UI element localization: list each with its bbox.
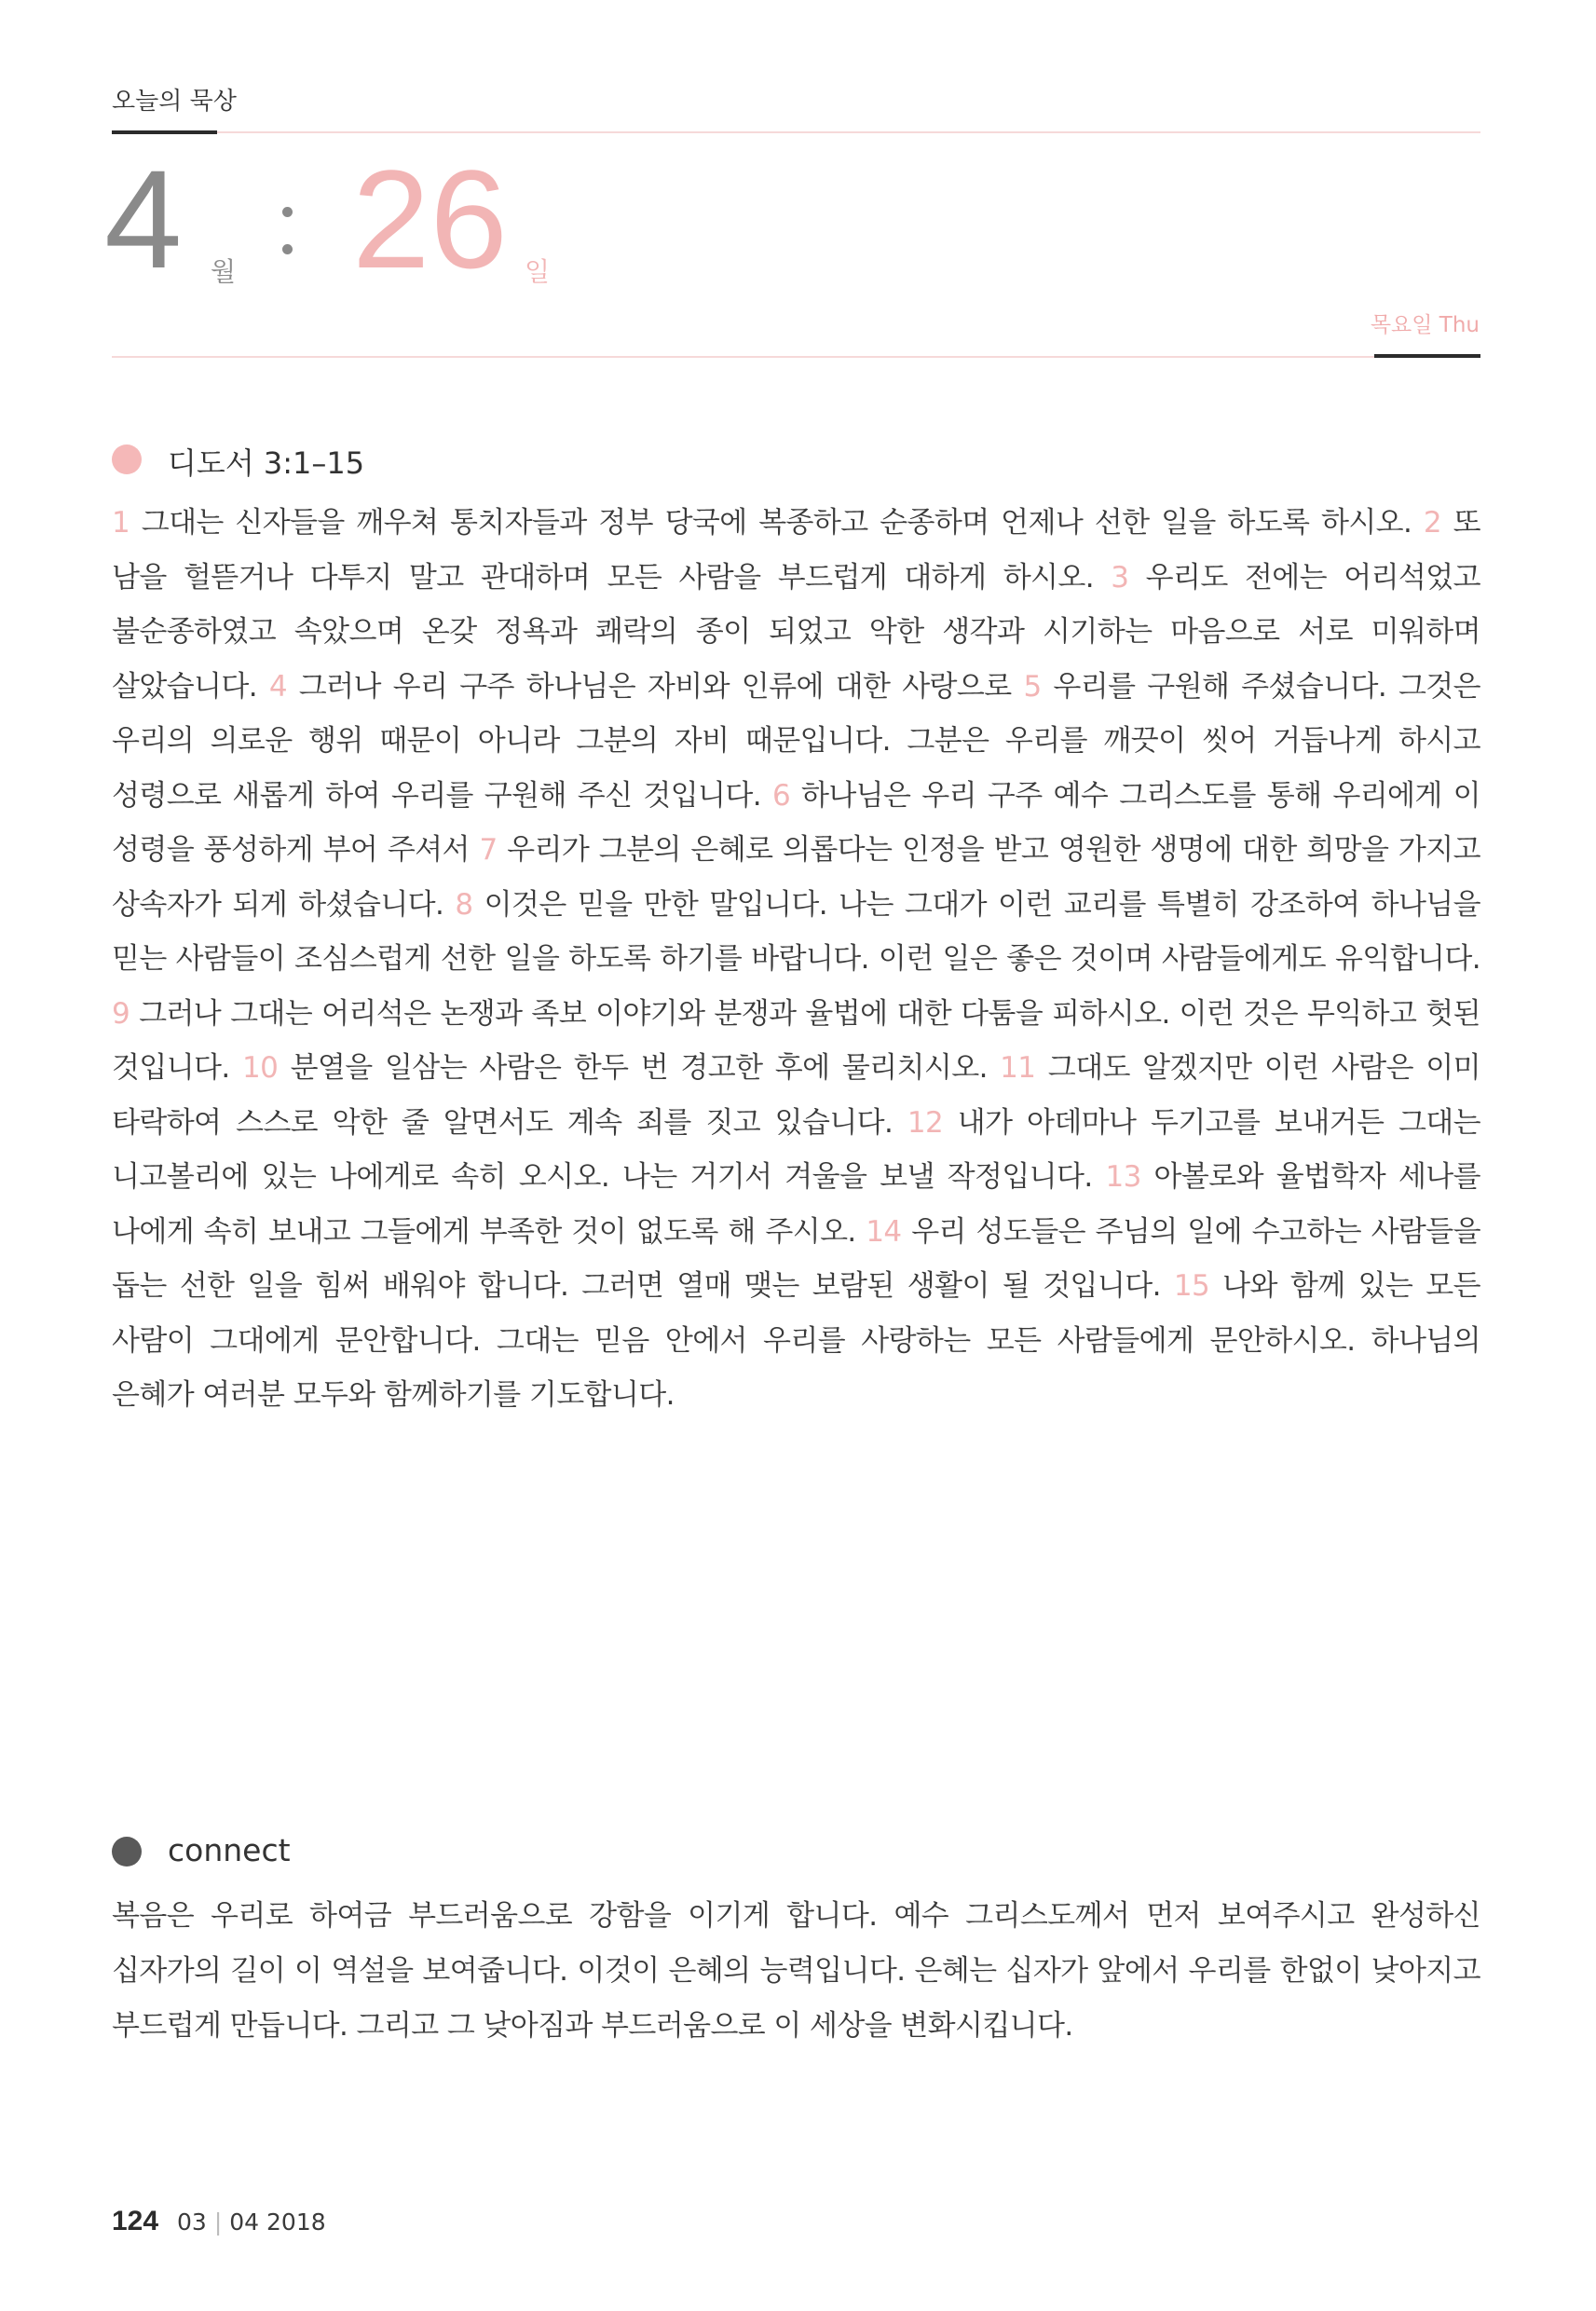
page-number: 124 [112, 2206, 159, 2236]
colon-dot-bottom [282, 244, 293, 254]
verse-text: 우리를 구원해 주셨습니다. 그것은 우리의 의로운 행위 때문이 아니라 그분의 자비 때문입니다. 그분은 우리를 깨끗이 씻어 거듭나게 하시고 성령으로 새롭게 하여 우리를 구원해 주신 것입니다. [112, 669, 1481, 813]
verse-text: 아볼로와 율법학자 세나를 나에게 속히 보내고 그들에게 부족한 것이 없도록 해 주시오. [112, 1160, 1480, 1249]
verse-text: 나와 함께 있는 모든 사람이 그대에게 문안합니다. 그대는 믿음 안에서 우리를 사랑하는 모든 사람들에게 문안하시오. 하나님의 은혜가 여러분 모두와 함께하기를 기도합니다. [112, 1269, 1480, 1412]
colon-dot-top [282, 207, 293, 217]
verse-number: 8 [455, 887, 473, 922]
issue-months: 03 [177, 2208, 207, 2236]
day-number: 26 [352, 141, 508, 297]
verse-number: 10 [241, 1051, 279, 1085]
verse-number: 2 [1423, 506, 1441, 540]
verse-text: 우리 성도들은 주님의 일에 수고하는 사람들을 돕는 선한 일을 힘써 배워야 합니다. 그러면 열매 맺는 보람된 생활이 될 것입니다. [112, 1214, 1480, 1303]
header-divider [217, 131, 1480, 133]
issue-separator: | [213, 2208, 223, 2236]
verse-number: 15 [1173, 1269, 1210, 1303]
month-number: 4 [104, 141, 183, 297]
verse-number: 6 [771, 778, 791, 813]
issue-month-end: 04 2018 [229, 2208, 326, 2236]
scripture-reference: 디도서 3:1–15 [168, 445, 365, 481]
connect-body: 복음은 우리로 하여금 부드러움으로 강함을 이기게 합니다. 예수 그리스도께서 먼저 보여주시고 완성하신 십자가의 길이 이 역설을 보여줍니다. 이것이 은혜의 능력입니다. 은혜는 십자가 앞에서 우리를 한없이 낮아지고 부드럽게 만듭니다. 그리고 그 낮아짐과 부드러움으로 이 세상을 변화시킵니다. [112, 1899, 1480, 2043]
verse-text: 그대도 알겠지만 이런 사람은 이미 타락하여 스스로 악한 줄 알면서도 계속 죄를 짓고 있습니다. [112, 1051, 1480, 1140]
verse-number: 14 [866, 1214, 902, 1249]
date-divider [112, 356, 1374, 358]
verse-text: 우리가 그분의 은혜로 의롭다는 인정을 받고 영원한 생명에 대한 희망을 가지고 상속자가 되게 하셨습니다. [112, 833, 1480, 922]
scripture-passage [112, 496, 1480, 1423]
verse-text: 분열을 일삼는 사람은 한두 번 경고한 후에 물리치시오. [290, 1051, 988, 1085]
verse-text: 내가 아데마나 두기고를 보내거든 그대는 니고볼리에 있는 나에게로 속히 오시오. 나는 거기서 겨울을 보낼 작정입니다. [112, 1105, 1480, 1194]
verse-text: 그러나 그대는 어리석은 논쟁과 족보 이야기와 분쟁과 율법에 대한 다툼을 피하시오. 이런 것은 무익하고 헛된 것입니다. [112, 996, 1480, 1085]
weekday-accent-line [1374, 354, 1480, 358]
verse-number: 9 [112, 996, 130, 1031]
verse-number: 7 [479, 833, 498, 867]
verse-number: 5 [1023, 669, 1042, 704]
verse-number: 4 [268, 669, 287, 704]
verse-text: 우리도 전에는 어리석었고 불순종하였고 속았으며 온갖 정욕과 쾌락의 종이 되었고 악한 생각과 시기하는 마음으로 서로 미워하며 살았습니다. [112, 560, 1480, 704]
verse-number: 13 [1105, 1160, 1141, 1194]
scripture-bullet-icon [112, 444, 142, 474]
connect-title: connect [168, 1832, 291, 1868]
day-unit: 일 [525, 256, 551, 287]
verse-text: 이것은 믿을 만한 말입니다. 나는 그대가 이런 교리를 특별히 강조하여 하나님을 믿는 사람들이 조심스럽게 선한 일을 하도록 하기를 바랍니다. 이런 일은 좋은 것이며 사람들에게도 유익합니다. [112, 887, 1480, 976]
weekday-label: 목요일 Thu [1370, 313, 1480, 337]
verse-number: 11 [1000, 1051, 1036, 1085]
section-label: 오늘의 묵상 [112, 88, 237, 116]
month-unit: 월 [211, 256, 237, 287]
verse-text: 하나님은 우리 구주 예수 그리스도를 통해 우리에게 이 성령을 풍성하게 부어 주셔서 [112, 778, 1480, 867]
verse-text: 그러나 우리 구주 하나님은 자비와 인류에 대한 사랑으로 [298, 669, 1012, 704]
issue-info [177, 2208, 326, 2236]
header-accent-line [112, 130, 217, 134]
connect-bullet-icon [112, 1837, 142, 1867]
verse-text: 그대는 신자들을 깨우쳐 통치자들과 정부 당국에 복종하고 순종하며 언제나 선한 일을 하도록 하시오. [141, 506, 1412, 540]
verse-number: 3 [1111, 560, 1129, 595]
verse-number: 12 [907, 1105, 944, 1140]
verse-number: 1 [112, 506, 130, 540]
verse-text: 또 남을 헐뜯거나 다투지 말고 관대하며 모든 사람을 부드럽게 대하게 하시오. [112, 506, 1480, 595]
